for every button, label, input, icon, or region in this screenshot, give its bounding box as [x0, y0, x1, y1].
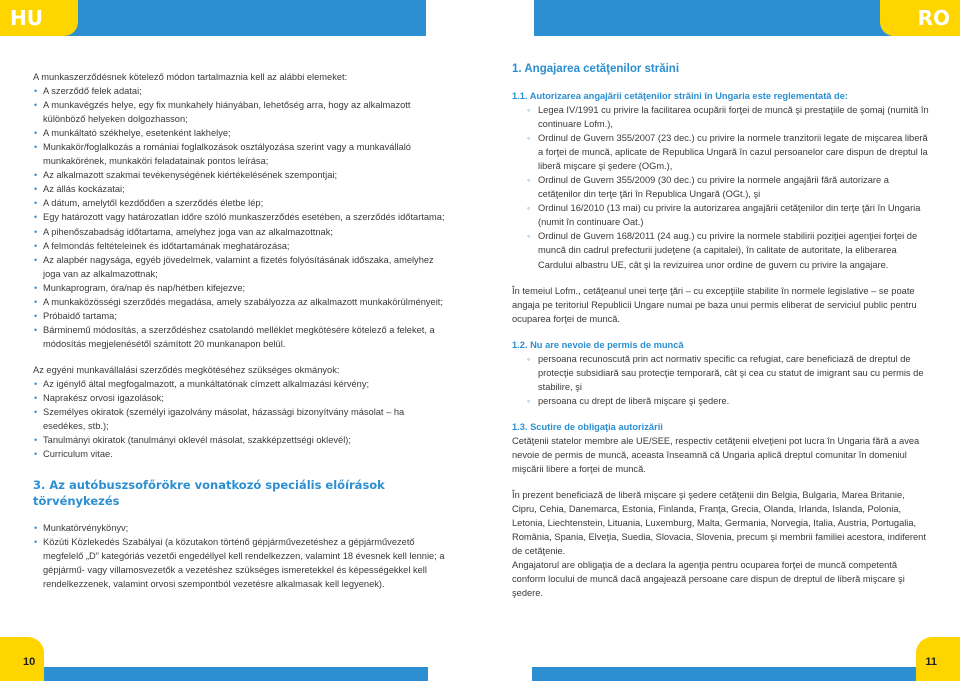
- list-item: • Közúti Közlekedés Szabályai (a közutakon történő gépjárművezetéshez a gépjárművezető megfelelő „D” kategóriás vezetői engedéllyel kell rendelkezzen, valamint 18 évesnek kell lennie; a gépjármű- vagy villamosvezetők a vezetéshez szükséges ismeretekkel és képességekkel kell rendelkezzenek, valamint orvosi szempontból vezetésre alkalmasak kell legyenek).: [33, 535, 448, 591]
- documents-intro: Az egyéni munkavállalási szerződés megkötéséhez szükséges okmányok:: [33, 364, 340, 375]
- no-permit-list: [512, 352, 932, 408]
- list-item: • Munkaprogram, óra/nap és nap/hétben kifejezve;: [33, 281, 448, 295]
- page-number-right: 11: [925, 656, 937, 668]
- list-item: • A munkáltató székhelye, esetenként lakhelye;: [33, 126, 448, 140]
- section-1-title: 1. Angajarea cetăţenilor străini: [512, 63, 680, 75]
- subsection-1-1-title: 1.1. Autorizarea angajării cetăţenilor străini în Ungaria este reglementată de:: [512, 91, 849, 101]
- list-item: ◦ Ordinul de Guvern 355/2007 (23 dec.) cu privire la normele tranzitorii legate de mişcarea liberă a forţei de muncă, aplicate de Republica Ungară în cazul persoanelor care dispun de dreptul la liberă mişcare şi şedere (OGm.),: [526, 131, 932, 173]
- list-item: • A munkaközösségi szerződés megadása, amely szabályozza az alkalmazott munkakörülményeit;: [33, 295, 448, 309]
- page-number-left: 10: [23, 656, 36, 668]
- footer-tab-right: [916, 637, 960, 681]
- language-tab-ro: RO: [880, 0, 960, 36]
- list-item: ◦ Ordinul de Guvern 168/2011 (24 aug.) cu privire la normele stabilirii poziţiei agenţiei forţei de muncă din cadrul prefecturii judeţene (a capitalei), în calitate de autoritate, la eliberarea Cardului albastru UE, cât şi la revizuirea unor ordine de guvern cu privire la angajare.: [526, 229, 932, 271]
- employer-obligation-paragraph: Angajatorul are obligaţia de a declara la agenţia pentru ocuparea forţei de muncă competentă conform locului de muncă dacă angajează persoane care dispun de dreptul de liberă mişcare şi şedere.: [512, 560, 905, 599]
- list-item: ◦ persoana recunoscută prin act normativ specific ca refugiat, care beneficiază de dreptul de protecţie subsidiară sau protecţie temporară, cât şi cea cu statut de imigrant sau cu permis de stabilire, şi: [526, 352, 932, 394]
- list-item: • Munkakör/foglalkozás a romániai foglalkozások osztályozása szerint vagy a munkavállaló munkakörének, munkaköri feladatainak pontos leírása;: [33, 140, 448, 168]
- list-item: • Az alapbér nagysága, egyéb jövedelmek, valamint a fizetés folyósításának időszaka, amelyhez joga van az alkalmazottnak;: [33, 253, 448, 281]
- footer-band-left: [44, 667, 428, 681]
- footer-tab-left: [0, 637, 44, 681]
- list-item: • Személyes okiratok (személyi igazolvány másolat, házassági bizonyítvány másolat – ha esedékes, stb.);: [33, 405, 448, 433]
- exemption-paragraph: Cetăţenii statelor membre ale UE/SEE, respectiv cetăţenii elveţieni pot lucra în Ungaria fără a avea nevoie de permis de muncă, aceasta înseamnă că Ungaria aplică dreptul comunitar în domeniul mişcării libere a forţei de muncă.: [512, 435, 920, 474]
- right-column: [512, 61, 932, 600]
- list-item: ◦ Ordinul de Guvern 355/2009 (30 dec.) cu privire la normele angajării fără autorizare a cetăţenilor din terţe ţări în Republica Ungară (OGt.), şi: [526, 173, 932, 201]
- list-item: • Naprakész orvosi igazolások;: [33, 391, 448, 405]
- list-item: • Munkatörvénykönyv;: [33, 521, 448, 535]
- documents-list: [33, 377, 448, 461]
- list-item: • Próbaidő tartama;: [33, 309, 448, 323]
- lofm-paragraph: În temeiul Lofm., cetăţeanul unei terţe ţări – cu excepţiile stabilite în normele legislative – se poate angaja pe teritoriul Republicii Ungare numai pe baza unui permis eliberat de serviciul public pentru ocuparea forţei de muncă.: [512, 285, 917, 324]
- list-item: • A munkavégzés helye, egy fix munkahely hiányában, lehetőség arra, hogy az alkalmazott különböző helyeken dolgozhasson;: [33, 98, 448, 126]
- contract-intro: A munkaszerződésnek kötelező módon tartalmaznia kell az alábbi elemeket:: [33, 72, 348, 82]
- legislation-list: [512, 103, 932, 272]
- list-item: ◦ Legea IV/1991 cu privire la facilitarea ocupării forţei de muncă şi prestaţiile de şomaj (numită în continuare Lofm.),: [526, 103, 932, 131]
- list-item: • Curriculum vitae.: [33, 447, 448, 461]
- list-item: • Tanulmányi okiratok (tanulmányi oklevél másolat, szakképzettségi oklevél);: [33, 433, 448, 447]
- list-item: • Az állás kockázatai;: [33, 182, 448, 196]
- subsection-1-2-title: 1.2. Nu are nevoie de permis de muncă: [512, 339, 684, 350]
- list-item: • Egy határozott vagy határozatlan időre szóló munkaszerződés esetében, a szerződés időtartama;: [33, 210, 448, 224]
- list-item: • Az alkalmazott szakmai tevékenységének kiértékelésének szempontjai;: [33, 168, 448, 182]
- list-item: • A dátum, amelytől kezdődően a szerződés életbe lép;: [33, 196, 448, 210]
- list-item: • Az igénylő által megfogalmazott, a munkáltatónak címzett alkalmazási kérvény;: [33, 377, 448, 391]
- list-item: • A pihenőszabadság időtartama, amelyhez joga van az alkalmazottnak;: [33, 225, 448, 239]
- list-item: ◦ persoana cu drept de liberă mişcare şi şedere.: [526, 394, 932, 408]
- countries-paragraph: În prezent beneficiază de liberă mişcare şi şedere cetăţenii din Belgia, Bulgaria, Marea Britanie, Cipru, Cehia, Danemarca, Estonia, Finlanda, Franţa, Grecia, Olanda, Irlanda, Islanda, Polonia, Letonia, Liechtenstein, Lituania, Luxemburg, Malta, Germania, Norvegia, Italia, Austria, Portugalia, România, Spania, Elveţia, Suedia, Slovacia, Slovenia, precum şi membrii familiei acestora, indiferent de cetăţenie.: [512, 490, 926, 557]
- left-column: [33, 70, 448, 592]
- language-tab-hu: HU: [0, 0, 78, 36]
- list-item: • Bárminemű módosítás, a szerződéshez csatolandó melléklet megkötésére kötelező a feleket, a módosítás megjelenésétől számított 20 munkanapon belül.: [33, 323, 448, 351]
- list-item: ◦ Ordinul 16/2010 (13 mai) cu privire la autorizarea angajării cetăţenilor din terţe ţări în Ungaria (numit în continuare Oat.): [526, 201, 932, 229]
- list-item: • A felmondás feltételeinek és időtartamának meghatározása;: [33, 239, 448, 253]
- list-item: • A szerződő felek adatai;: [33, 84, 448, 98]
- footer-band-right: [532, 667, 916, 681]
- contract-elements-list: [33, 84, 448, 351]
- section-3-title: 3. Az autóbuszsofőrökre vonatkozó speciális előírások törvénykezés: [33, 478, 385, 509]
- section-3-list: [33, 521, 448, 591]
- subsection-1-3-title: 1.3. Scutire de obligaţia autorizării: [512, 421, 663, 432]
